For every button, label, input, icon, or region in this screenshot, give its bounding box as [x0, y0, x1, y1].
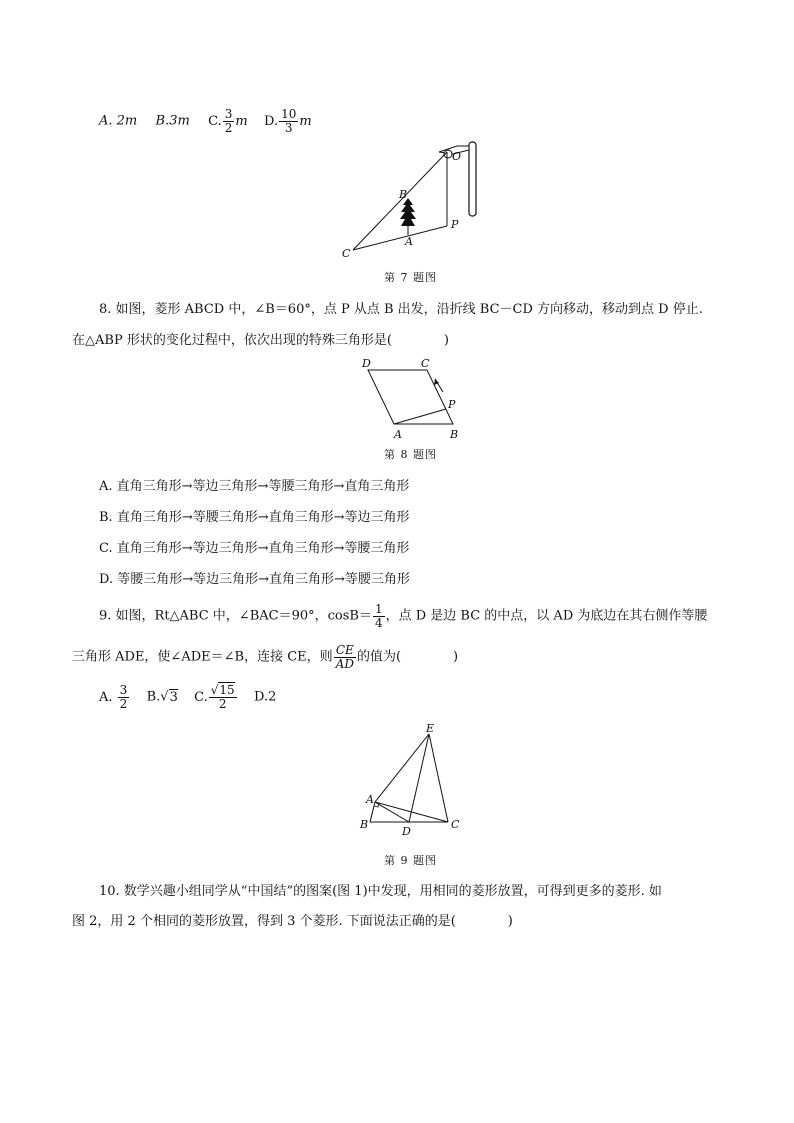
figure-8-label-d: D: [362, 357, 371, 370]
figure-9-caption: 第 9 题图: [384, 854, 437, 867]
figure-7-label-p: P: [451, 218, 459, 231]
q8-stem-line1: 8. 如图，菱形 ABCD 中，∠B＝60°，点 P 从点 B 出发，沿折线 BC－CD 方向移动，移动到点 D 停止.: [99, 302, 703, 317]
figure-7-label-b: B: [399, 188, 408, 201]
q9-stem-line2: 三角形 ADE，使∠ADE＝∠B，连接 CE，则 $\frac{CE}{AD}$ 的值为( ): [72, 643, 459, 671]
figure-8-ap: [394, 409, 446, 424]
q8-option-b: B. 直角三角形→等腰三角形→直角三角形→等边三角形: [99, 510, 410, 525]
q8-option-c: C. 直角三角形→等边三角形→直角三角形→等腰三角形: [99, 541, 410, 556]
figure-8-label-c: C: [421, 357, 430, 370]
figure-7-label-a: A: [405, 235, 413, 248]
figure-9-label-b: B: [360, 818, 369, 831]
figure-9-label-a: A: [366, 793, 374, 806]
figure-8-label-p: P: [448, 398, 456, 411]
figure-7-caption: 第 7 题图: [384, 271, 437, 284]
q7-option-b: B.3m: [155, 113, 190, 129]
figure-7-label-c: C: [342, 247, 351, 260]
q7-option-c: C. $\frac{3}{2}$ m: [208, 107, 248, 135]
figure-9-ce: [429, 734, 448, 822]
figure-7-ground: [353, 226, 447, 250]
figure-9-ad: [375, 802, 409, 822]
q9-cos-fraction: $\frac{1}{4}$: [374, 602, 383, 630]
figure-7-tree: [400, 198, 416, 226]
q8-option-a: A. 直角三角形→等边三角形→等腰三角形→直角三角形: [99, 479, 410, 494]
q9-stem-line1: 9. 如图，Rt△ABC 中，∠BAC＝90°，cosB＝ $\frac{1}{4}$ ，点 D 是边 BC 的中点，以 AD 为底边在其右侧作等腰: [99, 602, 708, 630]
q10-stem-line2: 图 2，用 2 个相同的菱形放置，得到 3 个菱形. 下面说法正确的是( ): [72, 914, 513, 929]
q7-option-a: A. 2m: [99, 113, 138, 129]
q9-ratio-fraction: $\frac{CE}{AD}$: [335, 643, 354, 671]
q9-option-a: A. $\frac{3}{2}$: [99, 683, 128, 711]
figure-8-caption: 第 8 题图: [384, 448, 437, 461]
q8-option-d: D. 等腰三角形→等边三角形→直角三角形→等腰三角形: [99, 572, 410, 587]
q7-option-d: D. $\frac{10}{3}$ m: [264, 107, 312, 135]
q9-option-c: C. $\frac{√15}{2}$: [194, 683, 235, 711]
figure-8-label-b: B: [450, 428, 459, 441]
figure-8-rhombus: [368, 370, 453, 424]
figure-9: [355, 722, 470, 840]
figure-7-label-o: O: [452, 150, 462, 163]
figure-9-label-d: D: [402, 825, 411, 838]
figure-9-label-c: C: [451, 818, 460, 831]
figure-7: [335, 138, 485, 263]
q7-options: [99, 108, 312, 134]
q7-option-c-fraction: $\frac{3}{2}$: [224, 107, 233, 135]
q9-option-d: D.2: [253, 689, 277, 705]
q7-option-d-fraction: $\frac{10}{3}$: [281, 107, 297, 135]
q10-stem-line1: 10. 数学兴趣小组同学从“中国结”的图案(图 1)中发现，用相同的菱形放置，可得到更多的菱形. 如: [99, 884, 662, 899]
figure-9-label-e: E: [426, 722, 435, 735]
figure-7-ray: [353, 152, 447, 250]
figure-7-pole: [469, 142, 476, 216]
figure-8: [355, 354, 465, 442]
q9-option-b: B.√3: [146, 689, 178, 705]
q9-options: [99, 684, 276, 710]
figure-8-label-a: A: [394, 428, 402, 441]
q8-stem-line2: 在△ABP 形状的变化过程中，依次出现的特殊三角形是( ): [72, 333, 449, 348]
